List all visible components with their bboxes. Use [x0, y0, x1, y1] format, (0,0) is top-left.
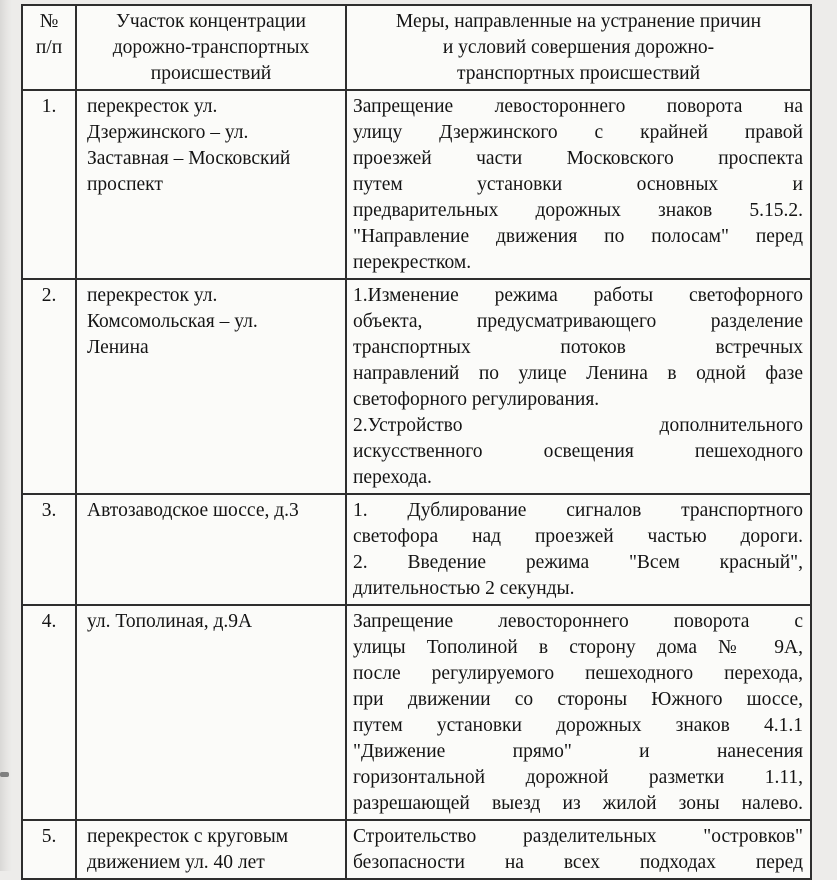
- measures-line: безопасности на всех подходах перед: [353, 852, 803, 873]
- measures-line: перекрестком.: [353, 252, 472, 273]
- header-measures-line: Меры, направленные на устранение причин: [395, 11, 762, 32]
- header-measures-line: транспортных происшествий: [456, 63, 701, 84]
- measures-line: объекта, предусматривающего разделение: [353, 311, 803, 332]
- measures-line: при движении со стороны Южного шоссе,: [353, 689, 803, 710]
- table-row: [22, 494, 811, 605]
- measures-line: перехода.: [353, 467, 432, 488]
- measures-line: 2. Введение режима "Всем красный",: [353, 552, 803, 573]
- accident-location-cell: [76, 279, 346, 494]
- location-line: Комсомольская – ул.: [87, 311, 258, 332]
- measures-line: улицу Дзержинского с крайней правой: [353, 122, 803, 143]
- accident-location-cell: [76, 494, 346, 605]
- header-location-column: [76, 5, 346, 90]
- header-num-column: [22, 5, 76, 90]
- location-line: Автозаводское шоссе, д.3: [87, 500, 299, 521]
- measures-line: направлений по улице Ленина в одной фазе: [353, 363, 803, 384]
- location-line: движением ул. 40 лет: [87, 852, 265, 873]
- measures-line: после регулируемого пешеходного перехода,: [353, 663, 803, 684]
- location-line: перекресток ул.: [87, 96, 218, 117]
- measures-cell: [346, 605, 811, 820]
- header-location-line: происшествий: [150, 63, 272, 84]
- measures-line: светофорного регулирования.: [353, 389, 600, 410]
- measures-line: "Движение прямо" и нанесения: [353, 741, 803, 762]
- measures-cell: [346, 494, 811, 605]
- measures-line: разрешающей выезд из жилой зоны налево.: [353, 793, 803, 814]
- measures-line: Запрещение левостороннего поворота с: [353, 611, 803, 632]
- scan-edge-shadow: [0, 0, 12, 871]
- measures-cell: [346, 90, 811, 279]
- table-row: [22, 820, 811, 879]
- row-number: 3.: [22, 494, 76, 605]
- measures-line: улицы Тополиной в сторону дома № 9А,: [353, 637, 803, 658]
- measures-line: светофора над проезжей частью дороги.: [353, 526, 803, 547]
- table-row: [22, 605, 811, 820]
- accident-measures-table: [21, 4, 812, 880]
- location-line: Дзержинского – ул.: [87, 122, 249, 143]
- header-measures-column: [346, 5, 811, 90]
- measures-line: "Направление движения по полосам" перед: [353, 226, 803, 247]
- header-num-line: №: [39, 11, 59, 32]
- table-row: [22, 279, 811, 494]
- measures-line: горизонтальной дорожной разметки 1.11,: [353, 767, 803, 788]
- measures-line: 1. Дублирование сигналов транспортного: [353, 500, 803, 521]
- row-number: 4.: [22, 605, 76, 820]
- header-num-line: п/п: [35, 37, 63, 58]
- measures-line: Строительство разделительных "островков": [353, 826, 803, 847]
- scan-artifact-mark: [0, 772, 9, 777]
- measures-cell: [346, 820, 811, 879]
- row-number: 5.: [22, 820, 76, 879]
- measures-line: длительностью 2 секунды.: [353, 578, 575, 599]
- header-row: [22, 5, 811, 90]
- measures-line: проезжей части Московского проспекта: [353, 148, 803, 169]
- measures-line: путем установки основных и: [353, 174, 803, 195]
- location-line: Заставная – Московский: [87, 148, 291, 169]
- measures-line: Запрещение левостороннего поворота на: [353, 96, 803, 117]
- measures-line: путем установки дорожных знаков 4.1.1: [353, 715, 803, 736]
- measures-line: искусственного освещения пешеходного: [353, 441, 803, 462]
- measures-line: 1.Изменение режима работы светофорного: [353, 285, 803, 306]
- table-row: [22, 90, 811, 279]
- measures-line: 2.Устройство дополнительного: [353, 415, 803, 436]
- accident-location-cell: [76, 605, 346, 820]
- measures-line: транспортных потоков встречных: [353, 337, 803, 358]
- location-line: перекресток с круговым: [87, 826, 289, 847]
- header-location-line: Участок концентрации: [116, 11, 306, 32]
- row-number: 1.: [22, 90, 76, 279]
- measures-cell: [346, 279, 811, 494]
- header-location-line: дорожно-транспортных: [112, 37, 310, 58]
- accident-location-cell: [76, 820, 346, 879]
- table-body: [22, 90, 811, 879]
- row-number: 2.: [22, 279, 76, 494]
- header-measures-line: и условий совершения дорожно-: [442, 37, 715, 58]
- measures-line: предварительных дорожных знаков 5.15.2.: [353, 200, 803, 221]
- accident-location-cell: [76, 90, 346, 279]
- location-line: Ленина: [87, 337, 149, 358]
- location-line: перекресток ул.: [87, 285, 218, 306]
- location-line: ул. Тополиная, д.9А: [87, 611, 253, 632]
- location-line: проспект: [87, 174, 163, 195]
